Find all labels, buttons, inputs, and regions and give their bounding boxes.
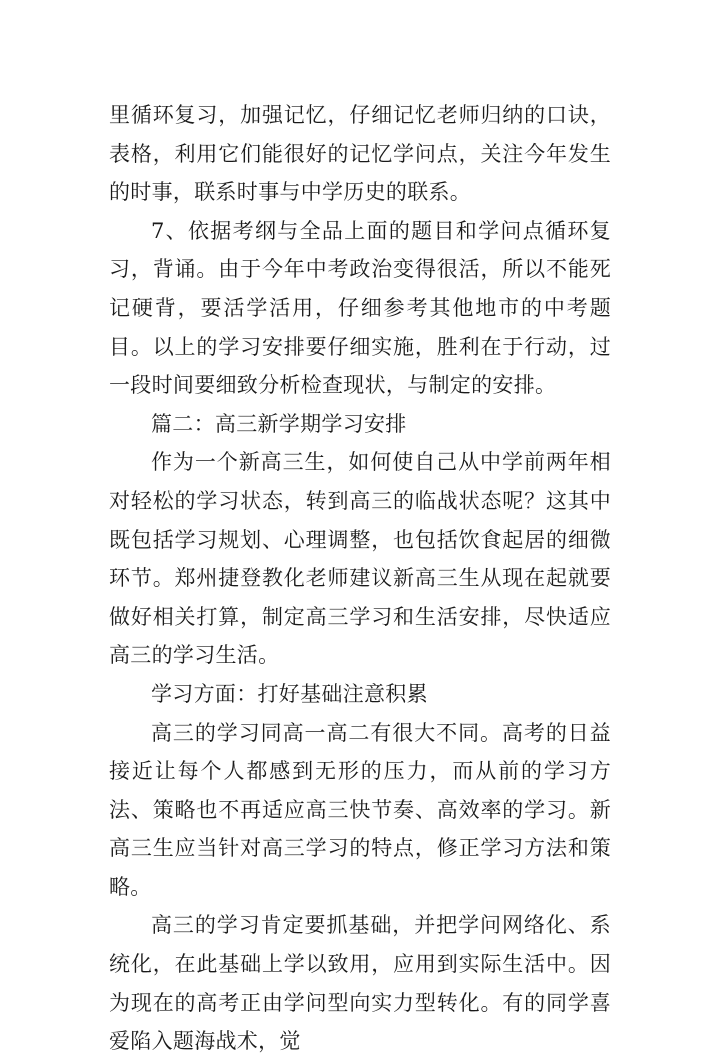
paragraph-intro: 作为一个新高三生，如何使自己从中学前两年相对轻松的学习状态，转到高三的临战状态呢？这其中既包括学习规划、心理调整，也包括饮食起居的细微环节。郑州捷登教化老师建议新高三生从现在起就要做好相关打算，制定高三学习和生活安排，尽快适应高三的学习生活。: [109, 450, 611, 668]
subsection-heading: 学习方面：打好基础注意积累: [151, 681, 428, 706]
paragraph-study-difference: 高三的学习同高一高二有很大不同。高考的日益接近让每个人都感到无形的压力，而从前的学习方法、策略也不再适应高三快节奏、高效率的学习。新高三生应当针对高三学习的特点，修正学习方法和策略。: [109, 720, 611, 899]
paragraph-basics: 高三的学习肯定要抓基础，并把学问网络化、系统化，在此基础上学以致用，应用到实际生活中。因为现在的高考正由学问型向实力型转化。有的同学喜爱陷入题海战术，觉: [109, 913, 611, 1054]
paragraph-continuation: 里循环复习，加强记忆，仔细记忆老师归纳的口诀，表格，利用它们能很好的记忆学问点，关注今年发生的时事，联系时事与中学历史的联系。: [109, 103, 611, 205]
document-body: [109, 96, 611, 1061]
section-heading: 篇二：高三新学期学习安排: [151, 411, 407, 436]
paragraph-item-7: 7、依据考纲与全品上面的题目和学问点循环复习，背诵。由于今年中考政治变得很活，所以不能死记硬背，要活学活用，仔细参考其他地市的中考题目。以上的学习安排要仔细实施，胜利在于行动，过一段时间要细致分析检查现状，与制定的安排。: [109, 218, 611, 398]
